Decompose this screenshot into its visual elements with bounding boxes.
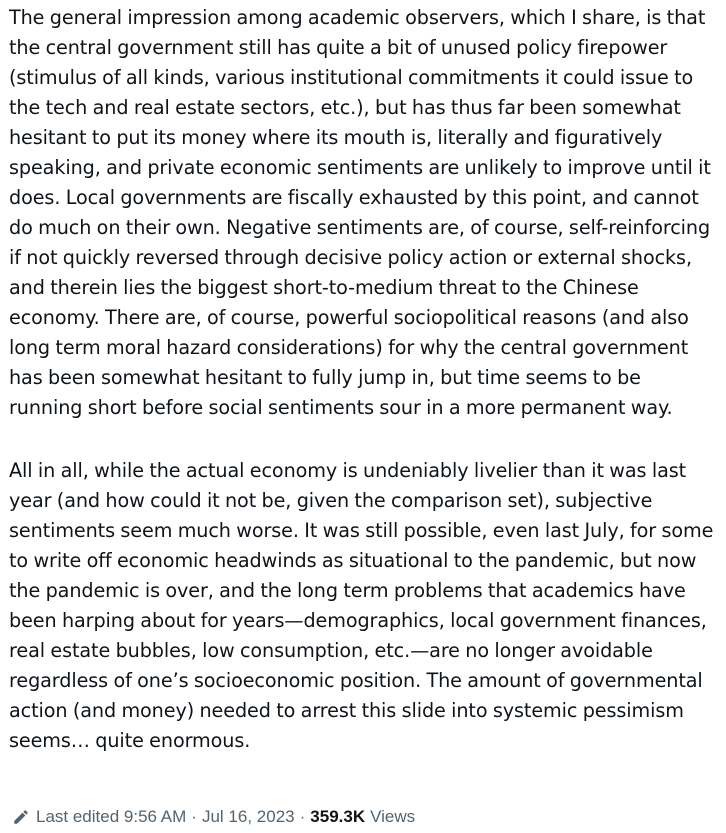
edit-time: 9:56 AM — [123, 807, 187, 826]
views-label: Views — [370, 807, 416, 826]
post-paragraph-1: The general impression among academic observers, which I share, is that the central government still has quite a bit of unused policy firepower (stimulus of all kinds, various institutional commitments it could issue to the tech and real estate sectors, etc.), but has thus far been somewhat hesitant to put its money where its mouth is, literally and figuratively speaking, and private economic sentiments are unlikely to improve until it does. Local governments are fiscally exhausted by this point, and cannot do much on their own. Negative sentiments are, of course, self-reinforcing if not quickly reversed through decisive policy action or external shocks, and therein lies the biggest short-to-medium threat to the Chinese economy. There are, of course, powerful sociopolitical reasons (and also long term moral hazard considerations) for why the central government has been somewhat hesitant to fully jump in, but time seems to be running short before social sentiments sour in a more permanent way. — [9, 6, 711, 419]
post-date[interactable]: Jul 16, 2023 — [201, 807, 295, 826]
separator: · — [299, 807, 306, 826]
post-body — [9, 0, 719, 756]
last-edited-link[interactable] — [36, 807, 186, 827]
separator: · — [191, 807, 197, 826]
pencil-icon — [12, 808, 30, 826]
post-meta — [12, 804, 415, 830]
edited-label: Last edited — [36, 807, 120, 826]
post-paragraph-2: All in all, while the actual economy is undeniably livelier than it was last year (and how could it not be, given the comparison set), subjective sentiments seem much worse. It was still possible, even last July, for some to write off economic headwinds as situational to the pandemic, but now the pandemic is over, and the long term problems that academics have been harping about for years—demographics, local government finances, real estate bubbles, low consumption, etc.—are no longer avoidable regardless of one’s socioeconomic position. The amount of governmental action (and money) needed to arrest this slide into systemic pessimism seems… quite enormous. — [9, 459, 714, 752]
views-count[interactable]: 359.3K — [310, 807, 366, 826]
